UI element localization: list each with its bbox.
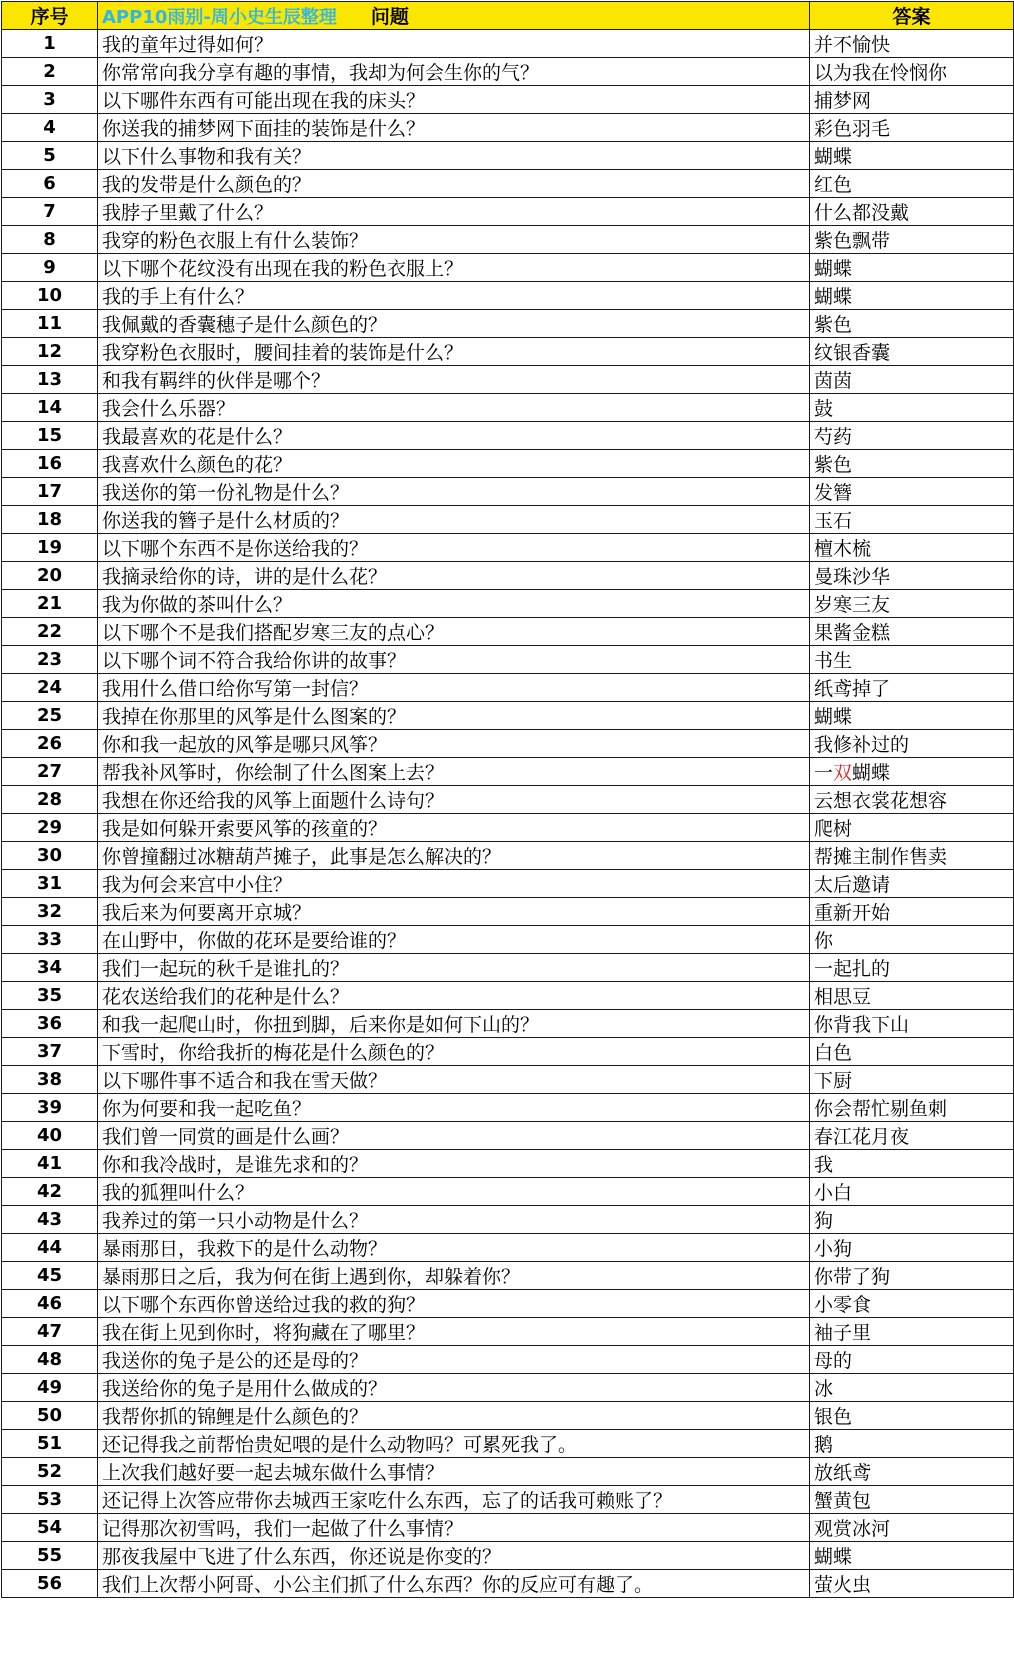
question-cell: 我的发带是什么颜色的？: [98, 170, 810, 198]
answer-cell: 银色: [810, 1402, 1014, 1430]
question-cell: 我们一起玩的秋千是谁扎的？: [98, 954, 810, 982]
question-cell: 下雪时，你给我折的梅花是什么颜色的？: [98, 1038, 810, 1066]
table-row: [2, 674, 1014, 702]
table-row: [2, 814, 1014, 842]
table-row: [2, 1402, 1014, 1430]
answer-cell: 蝴蝶: [810, 142, 1014, 170]
row-number: 11: [2, 310, 98, 338]
row-number: 45: [2, 1262, 98, 1290]
table-row: [2, 170, 1014, 198]
row-number: 56: [2, 1570, 98, 1598]
row-number: 42: [2, 1178, 98, 1206]
answer-cell: 相思豆: [810, 982, 1014, 1010]
row-number: 1: [2, 30, 98, 58]
table-row: [2, 954, 1014, 982]
table-row: [2, 1430, 1014, 1458]
table-row: [2, 870, 1014, 898]
row-number: 35: [2, 982, 98, 1010]
row-number: 21: [2, 590, 98, 618]
question-cell: 我穿粉色衣服时，腰间挂着的装饰是什么？: [98, 338, 810, 366]
table-row: [2, 1514, 1014, 1542]
answer-cell: 檀木梳: [810, 534, 1014, 562]
header-question: [98, 2, 810, 30]
table-row: [2, 506, 1014, 534]
answer-part: 蝴蝶: [852, 762, 891, 784]
table-row: [2, 646, 1014, 674]
table-row: [2, 758, 1014, 786]
table-row: [2, 1458, 1014, 1486]
table-row: [2, 198, 1014, 226]
question-cell: 我想在你还给我的风筝上面题什么诗句？: [98, 786, 810, 814]
row-number: 39: [2, 1094, 98, 1122]
row-number: 26: [2, 730, 98, 758]
answer-cell: 蟹黄包: [810, 1486, 1014, 1514]
answer-part: 一: [814, 762, 834, 784]
table-row: [2, 282, 1014, 310]
header-row: [2, 2, 1014, 30]
row-number: 49: [2, 1374, 98, 1402]
row-number: 32: [2, 898, 98, 926]
row-number: 50: [2, 1402, 98, 1430]
header-credit: APP10雨别-周小史生辰整理: [102, 7, 337, 28]
answer-cell: 狗: [810, 1206, 1014, 1234]
answer-cell: 你: [810, 926, 1014, 954]
question-cell: 和我一起爬山时，你扭到脚，后来你是如何下山的？: [98, 1010, 810, 1038]
table-row: [2, 30, 1014, 58]
table-row: [2, 1346, 1014, 1374]
answer-cell: 并不愉快: [810, 30, 1014, 58]
answer-cell: 你会帮忙剔鱼刺: [810, 1094, 1014, 1122]
answer-cell: 鹅: [810, 1430, 1014, 1458]
table-row: [2, 1542, 1014, 1570]
row-number: 37: [2, 1038, 98, 1066]
table-row: [2, 1374, 1014, 1402]
row-number: 25: [2, 702, 98, 730]
question-cell: 我喜欢什么颜色的花？: [98, 450, 810, 478]
answer-cell: 春江花月夜: [810, 1122, 1014, 1150]
answer-cell: 云想衣裳花想容: [810, 786, 1014, 814]
row-number: 28: [2, 786, 98, 814]
question-cell: 记得那次初雪吗，我们一起做了什么事情？: [98, 1514, 810, 1542]
question-cell: 你和我一起放的风筝是哪只风筝？: [98, 730, 810, 758]
question-cell: 我养过的第一只小动物是什么？: [98, 1206, 810, 1234]
answer-cell: 红色: [810, 170, 1014, 198]
row-number: 7: [2, 198, 98, 226]
row-number: 14: [2, 394, 98, 422]
row-number: 17: [2, 478, 98, 506]
question-cell: 还记得上次答应带你去城西王家吃什么东西，忘了的话我可赖账了？: [98, 1486, 810, 1514]
table-row: [2, 422, 1014, 450]
header-answer: 答案: [810, 2, 1014, 30]
answer-cell: 白色: [810, 1038, 1014, 1066]
answer-cell: 什么都没戴: [810, 198, 1014, 226]
table-row: [2, 310, 1014, 338]
question-cell: 我最喜欢的花是什么？: [98, 422, 810, 450]
table-row: [2, 898, 1014, 926]
table-row: [2, 982, 1014, 1010]
table-row: [2, 730, 1014, 758]
table-row: [2, 1066, 1014, 1094]
question-cell: 以下什么事物和我有关？: [98, 142, 810, 170]
question-cell: 你为何要和我一起吃鱼？: [98, 1094, 810, 1122]
answer-cell: 重新开始: [810, 898, 1014, 926]
question-cell: 你和我冷战时，是谁先求和的？: [98, 1150, 810, 1178]
row-number: 22: [2, 618, 98, 646]
question-cell: 花农送给我们的花种是什么？: [98, 982, 810, 1010]
answer-cell: 蝴蝶: [810, 282, 1014, 310]
answer-cell: 爬树: [810, 814, 1014, 842]
table-row: [2, 394, 1014, 422]
question-cell: 以下哪个东西不是你送给我的？: [98, 534, 810, 562]
row-number: 8: [2, 226, 98, 254]
question-cell: 我为何会来宫中小住？: [98, 870, 810, 898]
table-row: [2, 1038, 1014, 1066]
answer-cell: 以为我在怜悯你: [810, 58, 1014, 86]
table-row: [2, 1570, 1014, 1598]
table-row: [2, 478, 1014, 506]
question-cell: 上次我们越好要一起去城东做什么事情？: [98, 1458, 810, 1486]
table-row: [2, 618, 1014, 646]
table-body: [2, 30, 1014, 1598]
question-cell: 我的狐狸叫什么？: [98, 1178, 810, 1206]
question-cell: 我为你做的茶叫什么？: [98, 590, 810, 618]
answer-cell: 小白: [810, 1178, 1014, 1206]
table-row: [2, 1150, 1014, 1178]
answer-highlight: 双: [833, 762, 853, 784]
question-cell: 你曾撞翻过冰糖葫芦摊子，此事是怎么解决的？: [98, 842, 810, 870]
question-cell: 暴雨那日，我救下的是什么动物？: [98, 1234, 810, 1262]
row-number: 34: [2, 954, 98, 982]
question-cell: 我的手上有什么？: [98, 282, 810, 310]
table-row: [2, 1318, 1014, 1346]
row-number: 31: [2, 870, 98, 898]
answer-cell: 曼珠沙华: [810, 562, 1014, 590]
row-number: 55: [2, 1542, 98, 1570]
answer-cell: 玉石: [810, 506, 1014, 534]
question-cell: 我在街上见到你时，将狗藏在了哪里？: [98, 1318, 810, 1346]
answer-cell: 萤火虫: [810, 1570, 1014, 1598]
table-row: [2, 1094, 1014, 1122]
answer-cell: 你背我下山: [810, 1010, 1014, 1038]
answer-cell: 茵茵: [810, 366, 1014, 394]
table-row: [2, 562, 1014, 590]
row-number: 19: [2, 534, 98, 562]
table-row: [2, 58, 1014, 86]
table-row: [2, 842, 1014, 870]
row-number: 27: [2, 758, 98, 786]
answer-cell: 芍药: [810, 422, 1014, 450]
answer-cell: 蝴蝶: [810, 702, 1014, 730]
answer-cell: 我修补过的: [810, 730, 1014, 758]
answer-cell: 捕梦网: [810, 86, 1014, 114]
answer-cell: 下厨: [810, 1066, 1014, 1094]
row-number: 44: [2, 1234, 98, 1262]
answer-cell: 冰: [810, 1374, 1014, 1402]
row-number: 40: [2, 1122, 98, 1150]
row-number: 18: [2, 506, 98, 534]
answer-cell: 太后邀请: [810, 870, 1014, 898]
question-cell: 我穿的粉色衣服上有什么装饰？: [98, 226, 810, 254]
answer-cell: 放纸鸢: [810, 1458, 1014, 1486]
answer-cell: 一起扎的: [810, 954, 1014, 982]
question-cell: 帮我补风筝时，你绘制了什么图案上去？: [98, 758, 810, 786]
table-row: [2, 142, 1014, 170]
table-row: [2, 338, 1014, 366]
question-cell: 在山野中，你做的花环是要给谁的？: [98, 926, 810, 954]
question-cell: 我送给你的兔子是用什么做成的？: [98, 1374, 810, 1402]
table-row: [2, 226, 1014, 254]
row-number: 12: [2, 338, 98, 366]
table-row: [2, 1010, 1014, 1038]
question-cell: 我的童年过得如何？: [98, 30, 810, 58]
table-row: [2, 450, 1014, 478]
question-cell: 我摘录给你的诗，讲的是什么花？: [98, 562, 810, 590]
row-number: 9: [2, 254, 98, 282]
table-row: [2, 1486, 1014, 1514]
question-cell: 我是如何躲开索要风筝的孩童的？: [98, 814, 810, 842]
row-number: 53: [2, 1486, 98, 1514]
answer-cell: 纹银香囊: [810, 338, 1014, 366]
question-cell: 我佩戴的香囊穗子是什么颜色的？: [98, 310, 810, 338]
row-number: 16: [2, 450, 98, 478]
answer-cell: 彩色羽毛: [810, 114, 1014, 142]
row-number: 24: [2, 674, 98, 702]
question-cell: 我们上次帮小阿哥、小公主们抓了什么东西？你的反应可有趣了。: [98, 1570, 810, 1598]
question-cell: 还记得我之前帮怡贵妃喂的是什么动物吗？可累死我了。: [98, 1430, 810, 1458]
question-cell: 以下哪个不是我们搭配岁寒三友的点心？: [98, 618, 810, 646]
qa-table: [1, 1, 1014, 1598]
table-row: [2, 114, 1014, 142]
table-row: [2, 1262, 1014, 1290]
question-cell: 我帮你抓的锦鲤是什么颜色的？: [98, 1402, 810, 1430]
table-row: [2, 366, 1014, 394]
row-number: 48: [2, 1346, 98, 1374]
question-cell: 暴雨那日之后，我为何在街上遇到你，却躲着你？: [98, 1262, 810, 1290]
row-number: 41: [2, 1150, 98, 1178]
question-cell: 和我有羁绊的伙伴是哪个？: [98, 366, 810, 394]
row-number: 23: [2, 646, 98, 674]
answer-cell: 发簪: [810, 478, 1014, 506]
question-cell: 以下哪个花纹没有出现在我的粉色衣服上？: [98, 254, 810, 282]
row-number: 13: [2, 366, 98, 394]
question-cell: 我们曾一同赏的画是什么画？: [98, 1122, 810, 1150]
question-cell: 你常常向我分享有趣的事情，我却为何会生你的气？: [98, 58, 810, 86]
table-row: [2, 786, 1014, 814]
answer-cell: 观赏冰河: [810, 1514, 1014, 1542]
question-cell: 我掉在你那里的风筝是什么图案的？: [98, 702, 810, 730]
table-row: [2, 1178, 1014, 1206]
table-row: [2, 926, 1014, 954]
row-number: 29: [2, 814, 98, 842]
answer-cell: 岁寒三友: [810, 590, 1014, 618]
answer-cell: 蝴蝶: [810, 1542, 1014, 1570]
header-number: 序号: [2, 2, 98, 30]
question-cell: 你送我的簪子是什么材质的？: [98, 506, 810, 534]
question-cell: 你送我的捕梦网下面挂的装饰是什么？: [98, 114, 810, 142]
row-number: 43: [2, 1206, 98, 1234]
row-number: 38: [2, 1066, 98, 1094]
answer-cell: 我: [810, 1150, 1014, 1178]
answer-cell: 果酱金糕: [810, 618, 1014, 646]
answer-cell: 鼓: [810, 394, 1014, 422]
table-row: [2, 86, 1014, 114]
table-row: [2, 590, 1014, 618]
row-number: 5: [2, 142, 98, 170]
answer-cell: 小零食: [810, 1290, 1014, 1318]
answer-cell: 紫色飘带: [810, 226, 1014, 254]
question-cell: 以下哪个东西你曾送给过我的救的狗？: [98, 1290, 810, 1318]
question-cell: 以下哪件东西有可能出现在我的床头？: [98, 86, 810, 114]
row-number: 20: [2, 562, 98, 590]
question-cell: 我后来为何要离开京城？: [98, 898, 810, 926]
answer-cell: 书生: [810, 646, 1014, 674]
row-number: 47: [2, 1318, 98, 1346]
table-row: [2, 702, 1014, 730]
header-question-label: 问题: [370, 6, 409, 28]
row-number: 6: [2, 170, 98, 198]
row-number: 15: [2, 422, 98, 450]
question-cell: 我送你的第一份礼物是什么？: [98, 478, 810, 506]
row-number: 3: [2, 86, 98, 114]
question-cell: 我会什么乐器？: [98, 394, 810, 422]
question-cell: 以下哪个词不符合我给你讲的故事？: [98, 646, 810, 674]
table-row: [2, 1206, 1014, 1234]
question-cell: 那夜我屋中飞进了什么东西，你还说是你变的？: [98, 1542, 810, 1570]
question-cell: 我脖子里戴了什么？: [98, 198, 810, 226]
answer-cell: [810, 758, 1014, 786]
row-number: 4: [2, 114, 98, 142]
question-cell: 我用什么借口给你写第一封信？: [98, 674, 810, 702]
row-number: 54: [2, 1514, 98, 1542]
table-row: [2, 1234, 1014, 1262]
table-row: [2, 534, 1014, 562]
table-row: [2, 254, 1014, 282]
answer-cell: 你带了狗: [810, 1262, 1014, 1290]
row-number: 30: [2, 842, 98, 870]
answer-cell: 小狗: [810, 1234, 1014, 1262]
answer-cell: 帮摊主制作售卖: [810, 842, 1014, 870]
answer-cell: 母的: [810, 1346, 1014, 1374]
answer-cell: 纸鸢掉了: [810, 674, 1014, 702]
row-number: 2: [2, 58, 98, 86]
table-row: [2, 1122, 1014, 1150]
table-row: [2, 1290, 1014, 1318]
row-number: 52: [2, 1458, 98, 1486]
row-number: 33: [2, 926, 98, 954]
question-cell: 我送你的兔子是公的还是母的？: [98, 1346, 810, 1374]
answer-cell: 袖子里: [810, 1318, 1014, 1346]
row-number: 51: [2, 1430, 98, 1458]
question-cell: 以下哪件事不适合和我在雪天做？: [98, 1066, 810, 1094]
row-number: 10: [2, 282, 98, 310]
answer-cell: 紫色: [810, 310, 1014, 338]
row-number: 46: [2, 1290, 98, 1318]
answer-cell: 紫色: [810, 450, 1014, 478]
row-number: 36: [2, 1010, 98, 1038]
answer-cell: 蝴蝶: [810, 254, 1014, 282]
